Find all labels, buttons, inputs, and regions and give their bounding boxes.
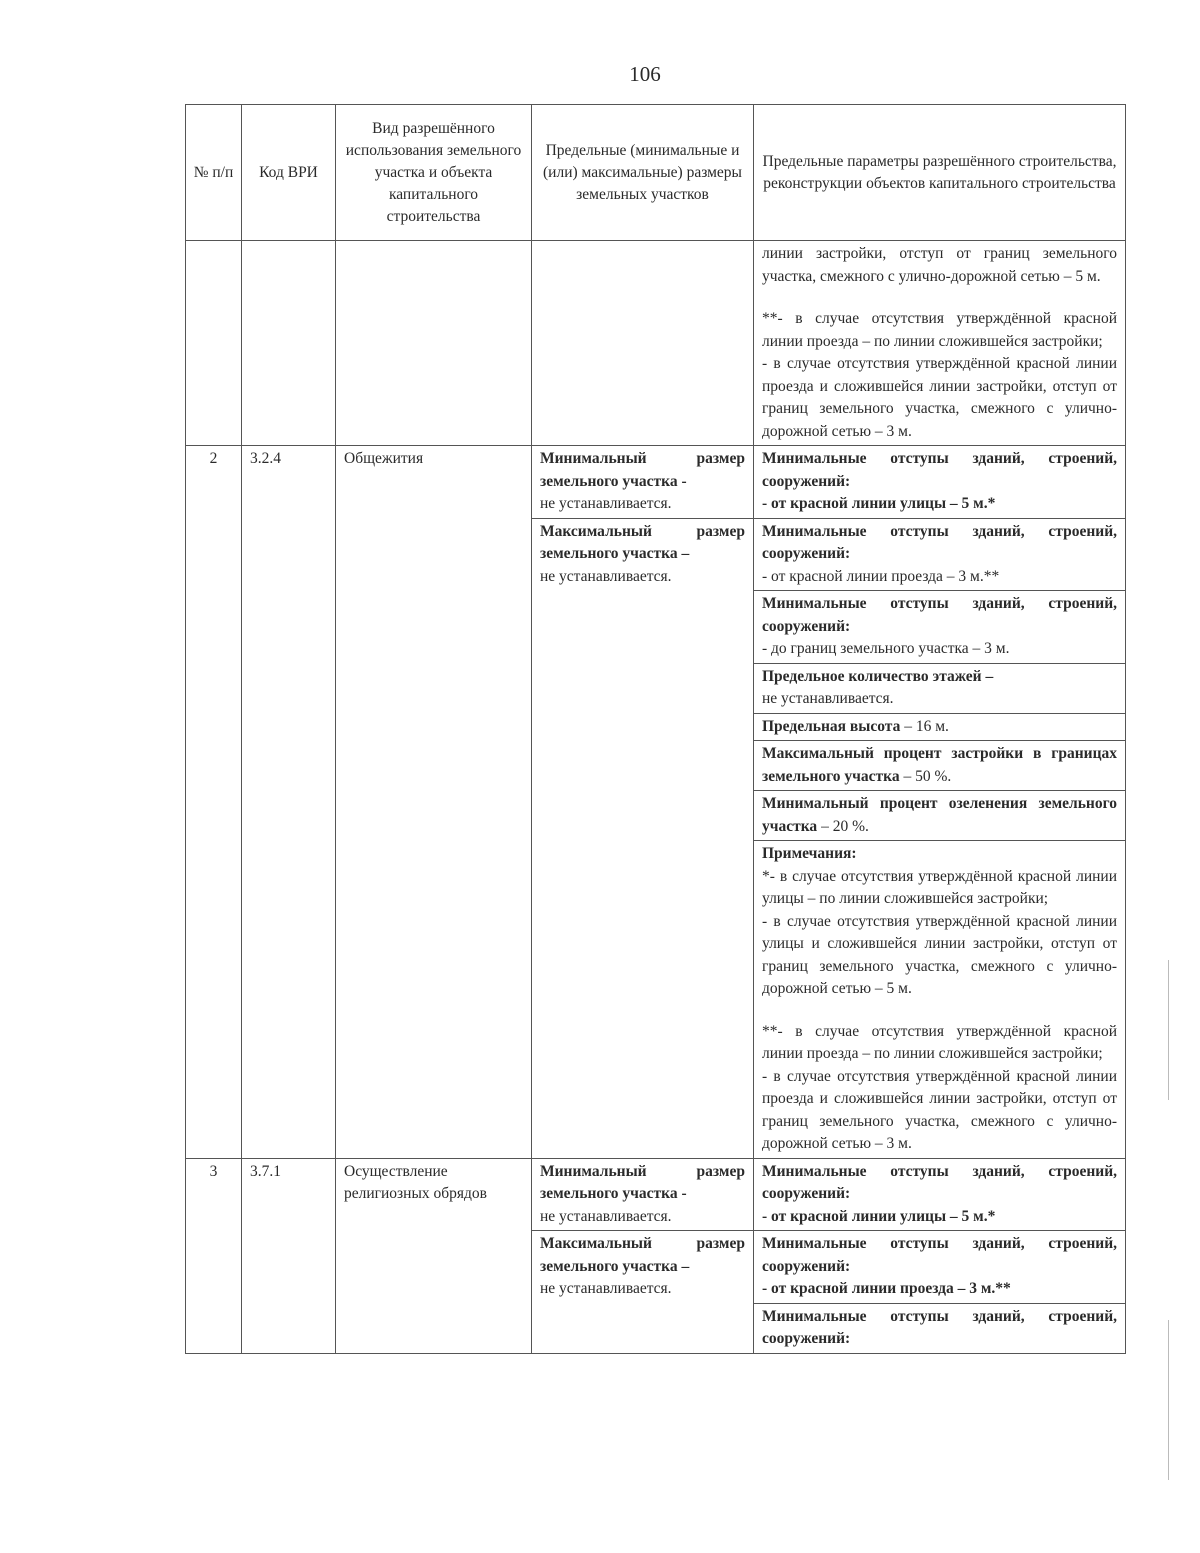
- max-size-value: не устанавливается.: [540, 567, 672, 585]
- row-number: 2: [186, 446, 242, 1159]
- page-number: 106: [629, 62, 661, 86]
- continuation-params: [754, 241, 1126, 446]
- param-cell: [754, 591, 1126, 664]
- header-sizes: Предельные (минимальные и (или) максимальные) размеры земельных участков: [532, 105, 754, 241]
- row-number: 3: [186, 1158, 242, 1353]
- row-code: 3.7.1: [242, 1158, 336, 1353]
- min-size-label: Минимальный размер земельного участка -: [540, 450, 745, 490]
- param-title: Минимальный процент озеленения земельного участка: [762, 795, 1117, 835]
- param-title: Предельная высота: [762, 717, 901, 735]
- row-type: Осуществление религиозных обрядов: [336, 1158, 532, 1353]
- param-cell: [754, 1231, 1126, 1304]
- header-num: № п/п: [186, 105, 242, 241]
- param-cell: [754, 741, 1126, 791]
- note-paragraph: **- в случае отсутствия утверждённой красной линии проезда – по линии сложившейся застройки;: [762, 1022, 1117, 1062]
- max-size-value: не устанавливается.: [540, 1280, 672, 1297]
- param-value: – 16 м.: [900, 717, 949, 735]
- param-title: Минимальные отступы зданий, строений, сооружений:: [762, 1235, 1117, 1275]
- note-paragraph: **- в случае отсутствия утверждённой красной линии проезда – по линии сложившейся застройки;: [762, 310, 1117, 350]
- header-code: Код ВРИ: [242, 105, 336, 241]
- notes-title: Примечания:: [762, 845, 857, 862]
- min-size-cell: [532, 446, 754, 519]
- max-size-cell: [532, 518, 754, 1158]
- scan-mark: [1168, 960, 1169, 1100]
- param-value: – 50 %.: [899, 767, 952, 785]
- notes-cell: [754, 841, 1126, 1159]
- param-value: - до границ земельного участка – 3 м.: [762, 640, 1010, 657]
- param-title: Предельное количество этажей –: [762, 667, 994, 685]
- note-paragraph: *- в случае отсутствия утверждённой красной линии улицы – по линии сложившейся застройки;: [762, 867, 1117, 907]
- row-type: Общежития: [336, 446, 532, 1159]
- param-value: - от красной линии проезда – 3 м.**: [762, 567, 1000, 585]
- note-paragraph: - в случае отсутствия утверждённой красной линии улицы и сложившейся линии застройки, отступ от границ земельного участка, смежного с улично-дорожной сетью – 5 м.: [762, 912, 1117, 997]
- header-type: Вид разрешённого использования земельного участка и объекта капитального строительства: [336, 105, 532, 241]
- param-title: Минимальные отступы зданий, строений, сооружений:: [762, 1162, 1117, 1202]
- param-value: - от красной линии проезда – 3 м.**: [762, 1280, 1011, 1297]
- table-row: [186, 446, 1126, 519]
- scan-mark: [1168, 1320, 1169, 1480]
- note-paragraph: - в случае отсутствия утверждённой красной линии проезда и сложившейся линии застройки, отступ от границ земельного участка, смежного с улично-дорожной сетью – 3 м.: [762, 1067, 1117, 1152]
- max-size-label: Максимальный размер земельного участка –: [540, 1235, 745, 1275]
- param-cell: [754, 446, 1126, 519]
- note-paragraph: линии застройки, отступ от границ земельного участка, смежного с улично-дорожной сетью – 5 м.: [762, 245, 1117, 285]
- header-params: Предельные параметры разрешённого строительства, реконструкции объектов капитального строительства: [754, 105, 1126, 241]
- param-value: – 20 %.: [817, 817, 869, 835]
- param-title: Минимальные отступы зданий, строений, сооружений:: [762, 1307, 1117, 1347]
- min-size-cell: [532, 1158, 754, 1231]
- param-cell: [754, 713, 1126, 741]
- max-size-cell: [532, 1231, 754, 1354]
- table-header-row: [186, 105, 1126, 241]
- param-cell: [754, 1303, 1126, 1353]
- param-cell: [754, 1158, 1126, 1231]
- min-size-label: Минимальный размер земельного участка -: [540, 1162, 745, 1202]
- max-size-label: Максимальный размер земельного участка –: [540, 522, 745, 562]
- table-row: [186, 241, 1126, 446]
- table-row: [186, 1158, 1126, 1231]
- param-cell: [754, 791, 1126, 841]
- regulations-table: [185, 104, 1126, 1354]
- param-cell: [754, 663, 1126, 713]
- param-title: Минимальные отступы зданий, строений, сооружений:: [762, 522, 1117, 562]
- param-value: - от красной линии улицы – 5 м.*: [762, 495, 996, 512]
- row-code: 3.2.4: [242, 446, 336, 1159]
- min-size-value: не устанавливается.: [540, 1207, 672, 1225]
- param-value: - от красной линии улицы – 5 м.*: [762, 1207, 996, 1225]
- param-title: Максимальный процент застройки в границах земельного участка: [762, 745, 1117, 785]
- param-value: не устанавливается.: [762, 690, 894, 707]
- min-size-value: не устанавливается.: [540, 495, 672, 512]
- param-cell: [754, 518, 1126, 591]
- note-paragraph: - в случае отсутствия утверждённой красной линии проезда и сложившейся линии застройки, отступ от границ земельного участка, смежного с улично-дорожной сетью – 3 м.: [762, 355, 1117, 440]
- param-title: Минимальные отступы зданий, строений, сооружений:: [762, 595, 1117, 635]
- param-title: Минимальные отступы зданий, строений, сооружений:: [762, 450, 1117, 490]
